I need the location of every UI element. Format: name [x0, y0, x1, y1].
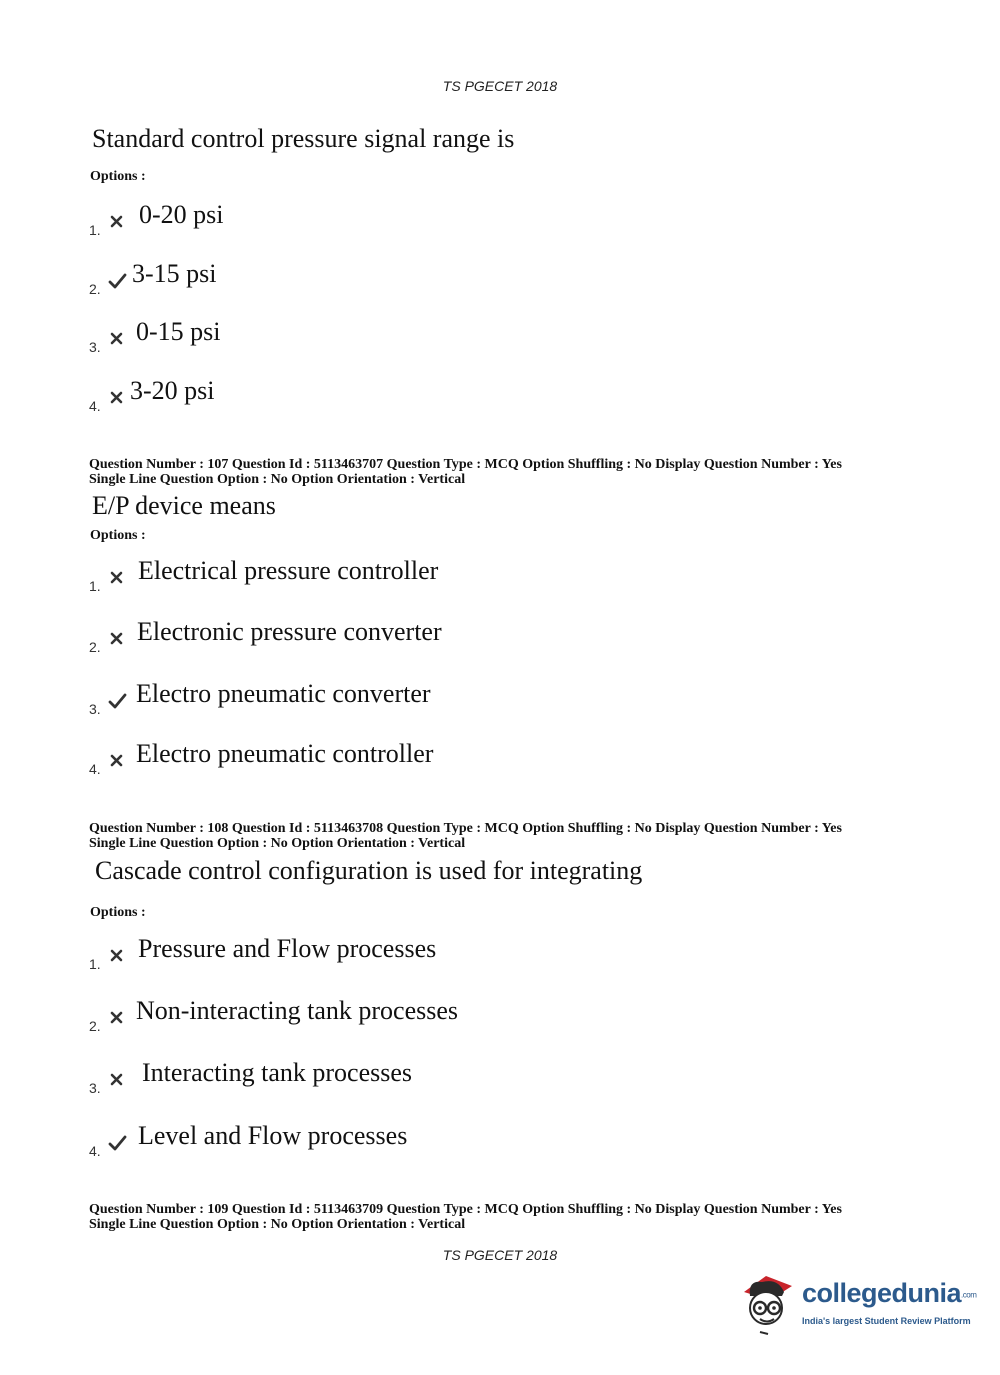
cross-icon [107, 329, 127, 349]
question-metadata [89, 1202, 842, 1232]
option-number: 3. [89, 339, 101, 355]
option-text: 3-15 psi [132, 259, 217, 288]
option-text: 3-20 psi [130, 376, 215, 405]
option-number: 1. [89, 578, 101, 594]
cross-icon [107, 629, 127, 649]
page-footer-header: TS PGECET 2018 [442, 1247, 558, 1263]
meta-line: Single Line Question Option : No Option Orientation : Vertical [89, 836, 466, 851]
option-text: Level and Flow processes [138, 1121, 408, 1150]
option-text: Interacting tank processes [142, 1058, 413, 1087]
meta-line: Single Line Question Option : No Option Orientation : Vertical [89, 1217, 466, 1232]
collegedunia-logo [740, 1268, 977, 1338]
meta-line: Question Number : 108 Question Id : 5113463708 Question Type : MCQ Option Shuffling : No Display Question Number : Yes [89, 821, 842, 836]
options-label: Options : [90, 169, 146, 184]
option-number: 4. [89, 1143, 101, 1159]
option-number: 2. [89, 1018, 101, 1034]
meta-line: Question Number : 109 Question Id : 5113463709 Question Type : MCQ Option Shuffling : No Display Question Number : Yes [89, 1202, 842, 1217]
cross-icon [107, 212, 127, 232]
option-number: 1. [89, 222, 101, 238]
option-number: 1. [89, 956, 101, 972]
options-label: Options : [90, 528, 146, 543]
option-number: 4. [89, 398, 101, 414]
options-label: Options : [90, 905, 146, 920]
option-number: 3. [89, 701, 101, 717]
check-icon [107, 1133, 127, 1153]
question-text: Standard control pressure signal range is [92, 124, 515, 153]
cross-icon [107, 1008, 127, 1028]
meta-line: Single Line Question Option : No Option Orientation : Vertical [89, 472, 466, 487]
cross-icon [107, 946, 127, 966]
question-metadata [89, 457, 842, 487]
page-header: TS PGECET 2018 [442, 78, 558, 94]
option-text: Pressure and Flow processes [138, 934, 437, 963]
logo-tagline: India's largest Student Review Platform [802, 1316, 971, 1326]
logo-wordmark: collegedunia.com [802, 1278, 977, 1308]
mascot-icon [740, 1270, 800, 1336]
option-text: 0-20 psi [139, 200, 224, 229]
question-text: Cascade control configuration is used for integrating [95, 856, 643, 885]
option-text: Electrical pressure controller [138, 556, 439, 585]
check-icon [107, 691, 127, 711]
cross-icon [107, 1070, 127, 1090]
cross-icon [107, 388, 127, 408]
cross-icon [107, 751, 127, 771]
cross-icon [107, 568, 127, 588]
check-icon [107, 271, 127, 291]
option-text: Non-interacting tank processes [136, 996, 459, 1025]
option-text: Electro pneumatic converter [136, 679, 431, 708]
option-number: 2. [89, 281, 101, 297]
option-number: 2. [89, 639, 101, 655]
option-text: Electronic pressure converter [137, 617, 442, 646]
meta-line: Question Number : 107 Question Id : 5113463707 Question Type : MCQ Option Shuffling : No Display Question Number : Yes [89, 457, 842, 472]
option-number: 4. [89, 761, 101, 777]
question-metadata [89, 821, 842, 851]
option-text: 0-15 psi [136, 317, 221, 346]
option-text: Electro pneumatic controller [136, 739, 434, 768]
question-text: E/P device means [92, 491, 276, 520]
option-number: 3. [89, 1080, 101, 1096]
